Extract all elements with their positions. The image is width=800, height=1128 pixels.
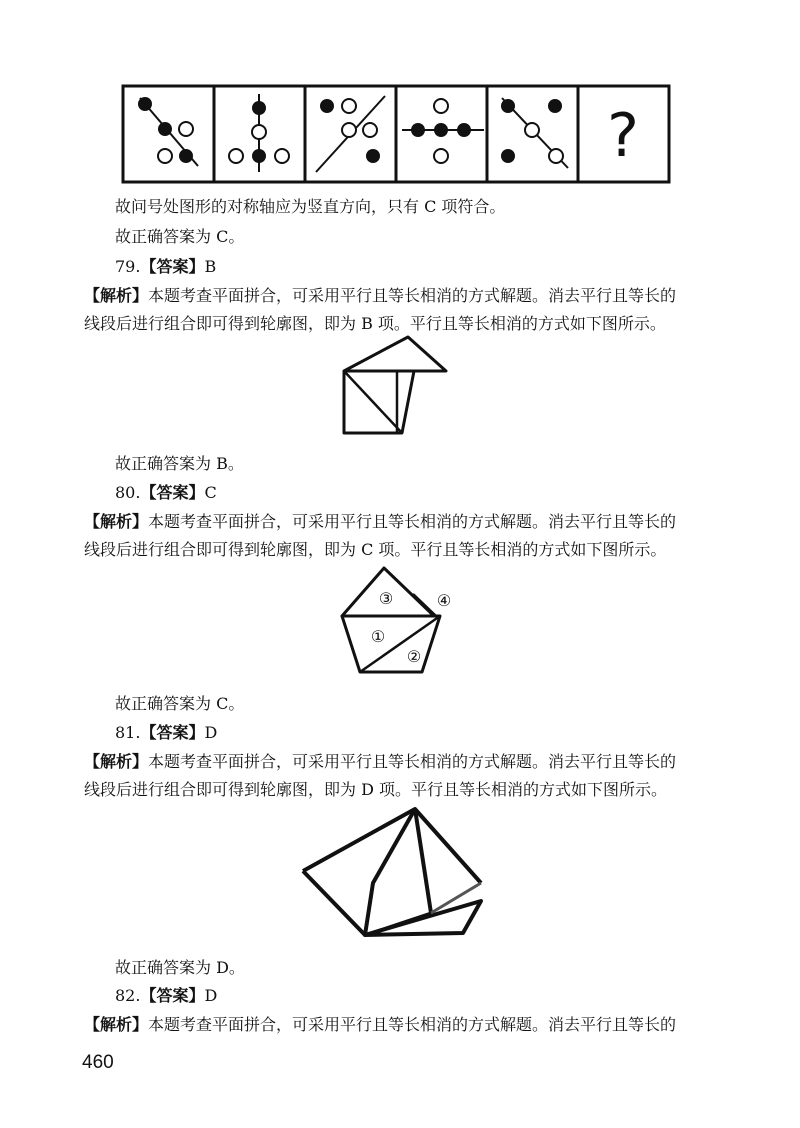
question-number: 79.: [115, 257, 141, 276]
text-line: 故正确答案为 C。: [115, 227, 245, 246]
answer-tag: 【答案】: [140, 723, 205, 742]
figure-sequence: [0, 80, 800, 190]
text-line: 故正确答案为 C。: [115, 694, 245, 713]
explanation-79-cont: 线段后进行组合即可得到轮廓图，即为 B 项。平行且等长相消的方式如下图所示。: [84, 314, 666, 333]
answer-value: C: [204, 483, 217, 502]
answer-tag: 【答案】: [140, 986, 205, 1005]
explanation-80-cont: 线段后进行组合即可得到轮廓图，即为 C 项。平行且等长相消的方式如下图所示。: [84, 540, 667, 559]
answer-82: [115, 985, 217, 1007]
explanation-text: 本题考查平面拼合，可采用平行且等长相消的方式解题。消去平行且等长的: [148, 1015, 677, 1034]
answer-tag: 【答案】: [140, 483, 205, 502]
question-number: 81.: [115, 723, 141, 742]
explanation-81: [84, 751, 676, 773]
explanation-tag: 【解析】: [84, 1015, 149, 1034]
text-line: 故正确答案为 D。: [115, 958, 245, 977]
piece-label-4: ④: [436, 591, 452, 610]
answer-80: [115, 482, 217, 504]
page-number: 460: [82, 1052, 114, 1073]
explanation-79: [84, 285, 676, 307]
answer-value: D: [204, 986, 218, 1005]
answer-tag: 【答案】: [140, 257, 205, 276]
explanation-tag: 【解析】: [84, 752, 149, 771]
text-line: 故问号处图形的对称轴应为竖直方向，只有 C 项符合。: [115, 197, 506, 216]
piece-label-2: ②: [406, 647, 422, 666]
sequence-cell-3: [316, 96, 385, 172]
explanation-text: 本题考查平面拼合，可采用平行且等长相消的方式解题。消去平行且等长的: [148, 512, 677, 531]
explanation-tag: 【解析】: [84, 286, 149, 305]
figure-79: [330, 333, 470, 443]
figure-81: [295, 803, 495, 943]
question-number: 80.: [115, 483, 141, 502]
answer-value: B: [204, 257, 217, 276]
sequence-cell-5: [501, 98, 568, 168]
explanation-80: [84, 511, 676, 533]
figure-80: [330, 562, 470, 682]
answer-81: [115, 722, 217, 744]
sequence-cell-2: [229, 94, 289, 172]
explanation-81-cont: 线段后进行组合即可得到轮廓图，即为 D 项。平行且等长相消的方式如下图所示。: [84, 780, 668, 799]
explanation-text: 本题考查平面拼合，可采用平行且等长相消的方式解题。消去平行且等长的: [148, 286, 677, 305]
question-mark: ?: [607, 101, 639, 171]
explanation-text: 本题考查平面拼合，可采用平行且等长相消的方式解题。消去平行且等长的: [148, 752, 677, 771]
question-number: 82.: [115, 986, 141, 1005]
piece-label-1: ①: [370, 627, 386, 646]
sequence-cell-1: [138, 97, 198, 166]
explanation-82: [84, 1014, 676, 1036]
sequence-cell-4: [402, 99, 484, 163]
explanation-tag: 【解析】: [84, 512, 149, 531]
answer-value: D: [204, 723, 218, 742]
text-line: 故正确答案为 B。: [115, 454, 244, 473]
answer-79: [115, 256, 216, 278]
piece-label-3: ③: [378, 589, 394, 608]
